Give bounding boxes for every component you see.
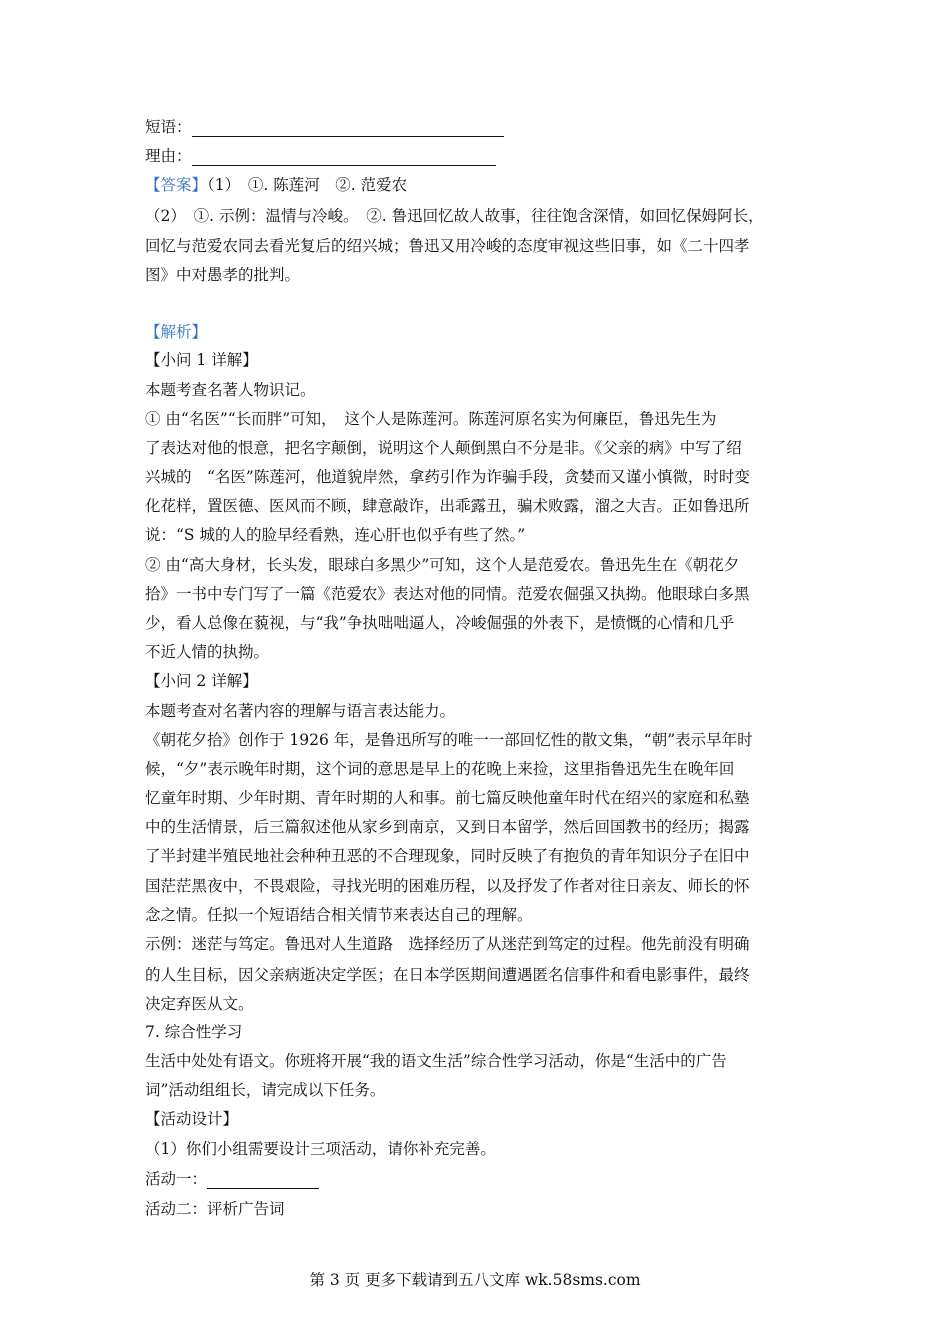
answer-q2-line-1: （2） ①. 示例：温情与冷峻。 ②. 鲁迅回忆故人故事，往往饱含深情，如回忆保姆阿长， <box>145 207 764 225</box>
activity-2-line: 活动二：评析广告词 <box>145 1200 285 1218</box>
sub2-line-10: 的人生目标，因父亲病逝决定学医；在日本学医期间遭遇匿名信事件和看电影事件，最终 <box>145 966 750 984</box>
sub2-line-1: 本题考查对名著内容的理解与语言表达能力。 <box>145 702 456 720</box>
sub1-line-3: 了表达对他的恨意，把名字颠倒，说明这个人颠倒黑白不分是非。《父亲的病》中写了绍 <box>145 439 742 457</box>
sub1-line-2: ① 由“名医”“长而胖”可知， 这个人是陈莲河。陈莲河原名实为何廉臣，鲁迅先生为 <box>145 410 717 428</box>
sub2-line-9: 示例：迷茫与笃定。鲁迅对人生道路 选择经历了从迷茫到笃定的过程。他先前没有明确 <box>145 935 750 953</box>
sub1-title: 【小问 1 详解】 <box>145 351 258 369</box>
answer-tag: 【答案】 <box>145 176 208 194</box>
page-footer: 第 3 页 更多下载请到五八文库 wk.58sms.com <box>309 1271 641 1289</box>
analysis-tag: 【解析】 <box>145 323 208 341</box>
sub1-line-10: 不近人情的执拗。 <box>145 643 270 661</box>
sub1-line-5: 化花样，置医德、医风而不顾，肆意敲诈，出乖露丑，骗术败露，溜之大吉。正如鲁迅所 <box>145 497 750 515</box>
sub1-line-6: 说：“S 城的人的脸早经看熟，连心肝也似乎有些了然。” <box>145 526 526 544</box>
q7-line-1: 生活中处处有语文。你班将开展“我的语文生活”综合性学习活动，你是“生活中的广告 <box>145 1052 727 1070</box>
q7-activity-design: 【活动设计】 <box>145 1110 239 1128</box>
reason-label: 理由： <box>145 147 192 165</box>
reason-blank[interactable] <box>192 149 496 166</box>
sub2-line-2: 《朝花夕拾》创作于 1926 年，是鲁迅所写的唯一一部回忆性的散文集，“朝”表示早年时 <box>145 731 753 749</box>
answer-line <box>145 175 407 195</box>
answer-q2-line-3: 图》中对愚孝的批判。 <box>145 266 301 284</box>
sub2-line-5: 中的生活情景，后三篇叙述他从家乡到南京，又到日本留学，然后回国教书的经历；揭露 <box>145 818 750 836</box>
sub2-line-7: 国茫茫黑夜中，不畏艰险，寻找光明的困难历程，以及抒发了作者对往日亲友、师长的怀 <box>145 877 750 895</box>
sub1-line-4: 兴城的 “名医”陈莲河，他道貌岸然，拿药引作为诈骗手段，贪婪而又谨小慎微，时时变 <box>145 468 750 486</box>
answer-q1: （1） ①. 陈莲河 ②. 范爱农 <box>207 176 408 194</box>
sub2-line-8: 念之情。任拟一个短语结合相关情节来表达自己的理解。 <box>145 906 533 924</box>
q7-line-2: 词”活动组组长，请完成以下任务。 <box>145 1081 386 1099</box>
sub1-line-9: 少，看人总像在藐视，与“我”争执咄咄逼人，冷峻倔强的外表下，是愤慨的心情和几乎 <box>145 614 735 632</box>
sub2-line-6: 了半封建半殖民地社会种种丑恶的不合理现象，同时反映了有抱负的青年知识分子在旧中 <box>145 847 750 865</box>
activity-1-label: 活动一： <box>145 1170 208 1188</box>
sub2-title: 【小问 2 详解】 <box>145 672 258 690</box>
sub1-line-7: ② 由“高大身材，长头发，眼球白多黑少”可知，这个人是范爱农。鲁迅先生在《朝花夕 <box>145 556 740 574</box>
activity-1-line <box>145 1169 319 1189</box>
reason-line <box>145 146 496 166</box>
q7-task-1: （1）你们小组需要设计三项活动，请你补充完善。 <box>145 1140 496 1158</box>
sub2-line-11: 决定弃医从文。 <box>145 995 254 1013</box>
activity-1-blank[interactable] <box>207 1172 319 1189</box>
sub1-line-8: 拾》一书中专门写了一篇《范爱农》表达对他的同情。范爱农倔强又执拗。他眼球白多黑 <box>145 585 750 603</box>
phrase-blank[interactable] <box>192 120 504 137</box>
phrase-label: 短语： <box>145 118 192 136</box>
q7-title: 7. 综合性学习 <box>145 1023 243 1041</box>
sub2-line-3: 候，“夕”表示晚年时期，这个词的意思是早上的花晚上来捡，这里指鲁迅先生在晚年回 <box>145 760 735 778</box>
answer-q2-line-2: 回忆与范爱农同去看光复后的绍兴城；鲁迅又用冷峻的态度审视这些旧事，如《二十四孝 <box>145 237 750 255</box>
sub2-line-4: 忆童年时期、少年时期、青年时期的人和事。前七篇反映他童年时代在绍兴的家庭和私塾 <box>145 789 750 807</box>
phrase-line <box>145 117 504 137</box>
sub1-line-1: 本题考查名著人物识记。 <box>145 381 316 399</box>
